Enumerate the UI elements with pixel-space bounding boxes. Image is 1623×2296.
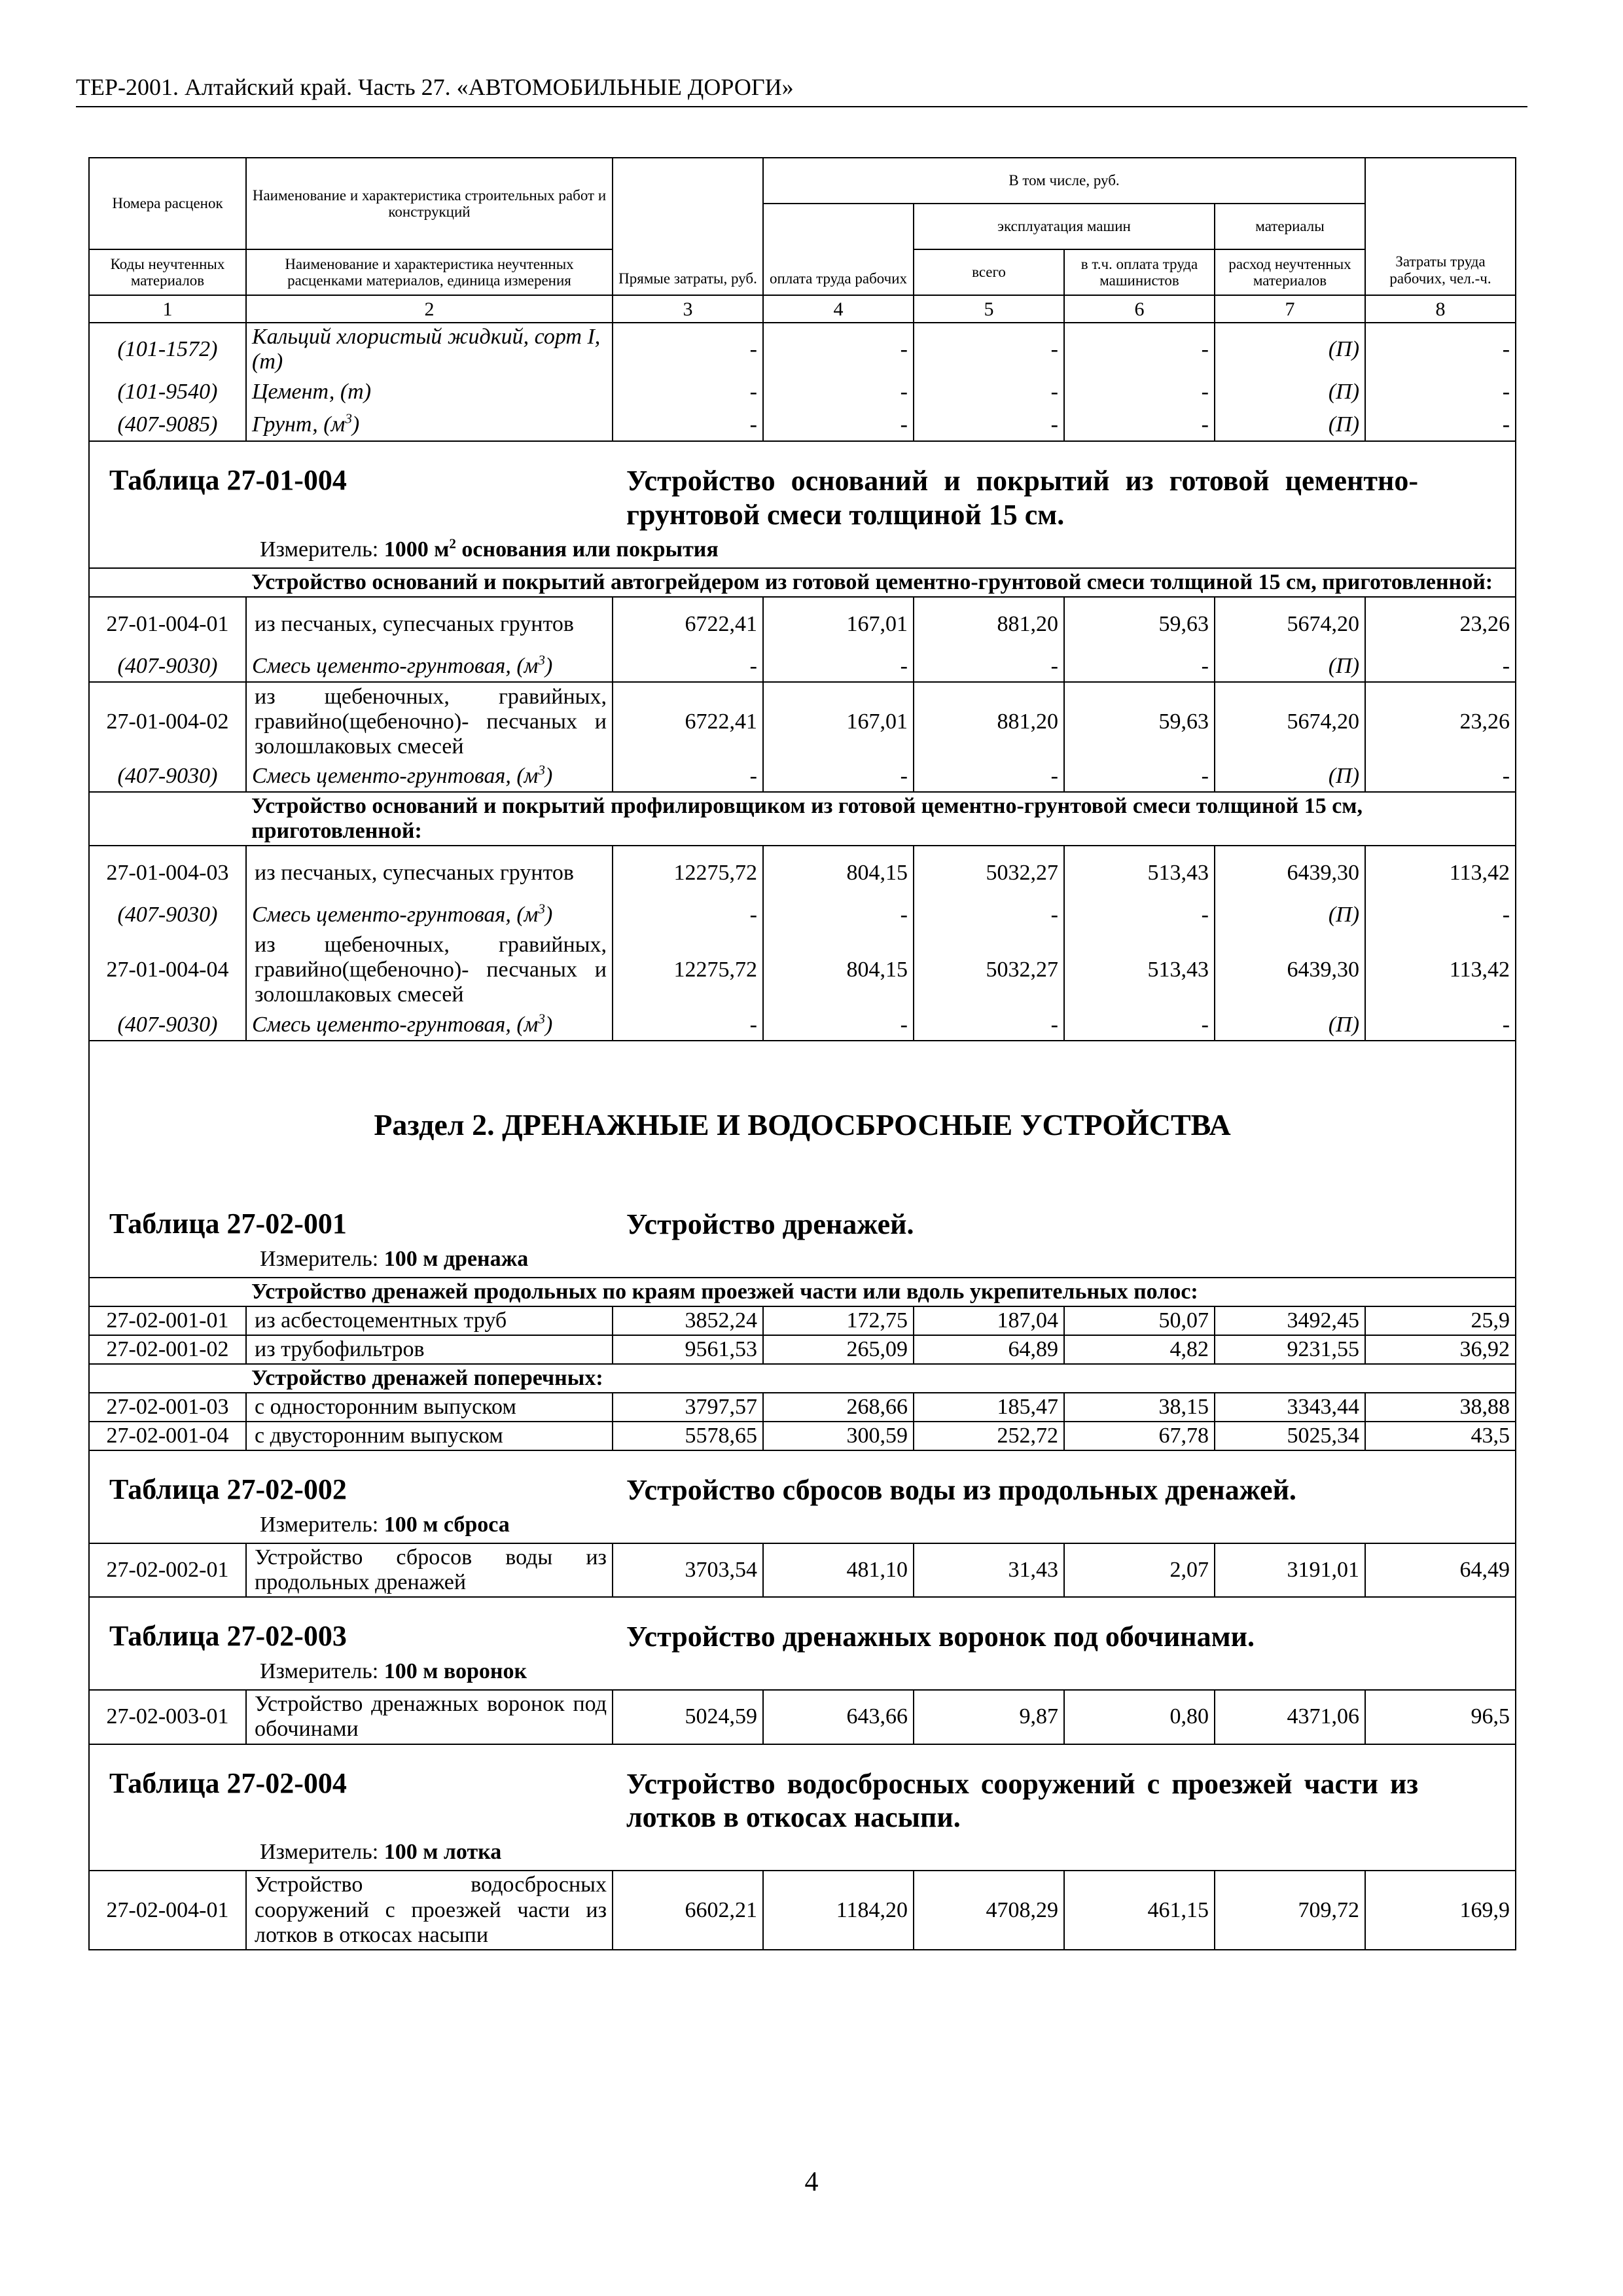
header-rate-number: Номера расценок bbox=[89, 158, 246, 249]
cell-worker-pay: - bbox=[763, 761, 914, 792]
rate-code: 27-02-003-01 bbox=[89, 1690, 246, 1744]
cell-machines-total: - bbox=[914, 1009, 1064, 1041]
cell-labor-costs: 96,5 bbox=[1365, 1690, 1516, 1744]
cell-machines-total: - bbox=[914, 651, 1064, 682]
material-code: (101-1572) bbox=[89, 323, 246, 376]
cell-machines-total: - bbox=[914, 899, 1064, 931]
cell-direct-costs: 12275,72 bbox=[613, 846, 763, 899]
table-title-row bbox=[89, 441, 1516, 568]
table-title-block bbox=[89, 1450, 1516, 1543]
subheading: Устройство оснований и покрытий автогрейдером из готовой цементно-грунтовой смеси толщиной 15 см, приготовленной: bbox=[246, 568, 1516, 597]
cell-labor-costs: 38,88 bbox=[1365, 1393, 1516, 1422]
rate-row bbox=[89, 1306, 1516, 1335]
subheading: Устройство дренажей продольных по краям проезжей части или вдоль укрепительных полос: bbox=[246, 1278, 1516, 1306]
cell-direct-costs: - bbox=[613, 1009, 763, 1041]
table-number: Таблица 27-02-001 bbox=[109, 1207, 347, 1240]
cell-labor-costs: - bbox=[1365, 761, 1516, 792]
cell-material-usage: (П) bbox=[1215, 376, 1365, 408]
subheading: Устройство оснований и покрытий профилировщиком из готовой цементно-грунтовой смеси толщиной 15 см, приготовленной: bbox=[246, 792, 1516, 846]
table-title-block bbox=[89, 1597, 1516, 1690]
cell-materials: 709,72 bbox=[1215, 1871, 1365, 1949]
column-number: 5 bbox=[914, 295, 1064, 323]
column-number: 3 bbox=[613, 295, 763, 323]
cell-machines-total: 31,43 bbox=[914, 1543, 1064, 1597]
cell-machinist-pay: 59,63 bbox=[1064, 597, 1215, 651]
table-title-row bbox=[89, 1597, 1516, 1690]
cell-direct-costs: 5578,65 bbox=[613, 1422, 763, 1450]
rate-description: из трубофильтров bbox=[246, 1335, 613, 1364]
cell-materials: 5674,20 bbox=[1215, 682, 1365, 761]
table-number: Таблица 27-02-002 bbox=[109, 1473, 347, 1506]
rate-code: 27-01-004-02 bbox=[89, 682, 246, 761]
rate-code: 27-01-004-01 bbox=[89, 597, 246, 651]
cell-machines-total: 5032,27 bbox=[914, 931, 1064, 1009]
cell-worker-pay: - bbox=[763, 376, 914, 408]
cell-machines-total: 881,20 bbox=[914, 682, 1064, 761]
material-code: (407-9085) bbox=[89, 408, 246, 441]
cell-labor-costs: - bbox=[1365, 376, 1516, 408]
column-numbers-row bbox=[89, 295, 1516, 323]
rate-row bbox=[89, 1422, 1516, 1450]
column-number: 7 bbox=[1215, 295, 1365, 323]
header-materials: материалы bbox=[1215, 204, 1365, 249]
table-number: Таблица 27-01-004 bbox=[109, 464, 347, 497]
cell-material-usage: (П) bbox=[1215, 761, 1365, 792]
cell-direct-costs: 6722,41 bbox=[613, 597, 763, 651]
cell-direct-costs: - bbox=[613, 651, 763, 682]
section-row bbox=[89, 1041, 1516, 1278]
running-header: ТЕР-2001. Алтайский край. Часть 27. «АВТОМОБИЛЬНЫЕ ДОРОГИ» bbox=[76, 74, 794, 100]
rate-description: из асбестоцементных труб bbox=[246, 1306, 613, 1335]
rate-description: Устройство дренажных воронок под обочинами bbox=[246, 1690, 613, 1744]
header-work-name: Наименование и характеристика строительных работ и конструкций bbox=[246, 158, 613, 249]
table-number: Таблица 27-02-003 bbox=[109, 1620, 347, 1653]
cell-direct-costs: 3852,24 bbox=[613, 1306, 763, 1335]
header-including: В том числе, руб. bbox=[763, 158, 1365, 204]
cell-labor-costs: - bbox=[1365, 651, 1516, 682]
material-row bbox=[89, 899, 1516, 931]
cell-materials: 3191,01 bbox=[1215, 1543, 1365, 1597]
rate-row bbox=[89, 931, 1516, 1009]
measure-unit: Измеритель: 100 м сброса bbox=[260, 1513, 510, 1537]
material-row bbox=[89, 323, 1516, 376]
cell-worker-pay: 643,66 bbox=[763, 1690, 914, 1744]
cell-worker-pay: - bbox=[763, 408, 914, 441]
cell-worker-pay: 167,01 bbox=[763, 682, 914, 761]
cell-direct-costs: - bbox=[613, 408, 763, 441]
header-rule bbox=[76, 106, 1527, 107]
page-number: 4 bbox=[804, 2167, 819, 2197]
table-title: Устройство сбросов воды из продольных дренажей. bbox=[626, 1474, 1296, 1507]
measure-unit: Измеритель: 1000 $м^2$ основания или покрытия bbox=[260, 535, 719, 562]
cell-worker-pay: 804,15 bbox=[763, 846, 914, 899]
cell-worker-pay: 1184,20 bbox=[763, 1871, 914, 1949]
cell-materials: 6439,30 bbox=[1215, 846, 1365, 899]
rate-description: Устройство сбросов воды из продольных дренажей bbox=[246, 1543, 613, 1597]
column-number: 6 bbox=[1064, 295, 1215, 323]
cell-labor-costs: - bbox=[1365, 1009, 1516, 1041]
cell-worker-pay: 481,10 bbox=[763, 1543, 914, 1597]
section-block bbox=[89, 1041, 1516, 1278]
material-code: (407-9030) bbox=[89, 899, 246, 931]
cell-direct-costs: 3703,54 bbox=[613, 1543, 763, 1597]
cell-direct-costs: - bbox=[613, 899, 763, 931]
material-name: Грунт, $(м^3)$ bbox=[246, 408, 613, 441]
material-row bbox=[89, 651, 1516, 682]
cell-machinist-pay: 38,15 bbox=[1064, 1393, 1215, 1422]
material-code: (407-9030) bbox=[89, 651, 246, 682]
table-title-block bbox=[89, 1744, 1516, 1871]
rate-code: 27-02-001-04 bbox=[89, 1422, 246, 1450]
measure-unit: Измеритель: 100 м лотка bbox=[260, 1840, 502, 1865]
rate-code: 27-01-004-04 bbox=[89, 931, 246, 1009]
cell-machinist-pay: 461,15 bbox=[1064, 1871, 1215, 1949]
cell-labor-costs: - bbox=[1365, 899, 1516, 931]
subheading-spacer bbox=[89, 792, 246, 846]
cell-worker-pay: 268,66 bbox=[763, 1393, 914, 1422]
table-title: Устройство водосбросных сооружений с проезжей части из лотков в откосах насыпи. bbox=[626, 1767, 1418, 1834]
cell-machines-total: 4708,29 bbox=[914, 1871, 1064, 1949]
material-name: Смесь цементо-грунтовая, $(м^3)$ bbox=[246, 899, 613, 931]
cell-machines-total: 185,47 bbox=[914, 1393, 1064, 1422]
cell-worker-pay: 172,75 bbox=[763, 1306, 914, 1335]
material-code: (407-9030) bbox=[89, 761, 246, 792]
cell-machines-total: 9,87 bbox=[914, 1690, 1064, 1744]
subheading-spacer bbox=[89, 1278, 246, 1306]
table-title: Устройство оснований и покрытий из готовой цементно-грунтовой смеси толщиной 15 см. bbox=[626, 465, 1418, 531]
rate-code: 27-02-001-02 bbox=[89, 1335, 246, 1364]
cell-machines-total: - bbox=[914, 408, 1064, 441]
table-title: Устройство дренажных воронок под обочинами. bbox=[626, 1621, 1255, 1653]
table-header bbox=[89, 158, 1516, 323]
subheading-spacer bbox=[89, 568, 246, 597]
cell-machinist-pay: - bbox=[1064, 651, 1215, 682]
cell-worker-pay: 265,09 bbox=[763, 1335, 914, 1364]
cell-material-usage: (П) bbox=[1215, 323, 1365, 376]
header-material-names: Наименование и характеристика неучтенных расценками материалов, единица измерения bbox=[246, 249, 613, 295]
cell-machinist-pay: - bbox=[1064, 1009, 1215, 1041]
cell-direct-costs: - bbox=[613, 761, 763, 792]
material-name: Цемент, (т) bbox=[246, 376, 613, 408]
cell-machines-total: 881,20 bbox=[914, 597, 1064, 651]
rate-code: 27-01-004-03 bbox=[89, 846, 246, 899]
material-code: (407-9030) bbox=[89, 1009, 246, 1041]
subheading-row bbox=[89, 568, 1516, 597]
cell-worker-pay: - bbox=[763, 1009, 914, 1041]
cell-machinist-pay: 67,78 bbox=[1064, 1422, 1215, 1450]
cell-labor-costs: - bbox=[1365, 408, 1516, 441]
cell-labor-costs: 64,49 bbox=[1365, 1543, 1516, 1597]
rate-code: 27-02-001-01 bbox=[89, 1306, 246, 1335]
rate-code: 27-02-001-03 bbox=[89, 1393, 246, 1422]
rate-row bbox=[89, 1335, 1516, 1364]
header-machines-total: всего bbox=[914, 249, 1064, 295]
cell-machines-total: - bbox=[914, 323, 1064, 376]
table-title-row bbox=[89, 1744, 1516, 1871]
cell-machinist-pay: 513,43 bbox=[1064, 846, 1215, 899]
cell-labor-costs: - bbox=[1365, 323, 1516, 376]
cell-machinist-pay: 4,82 bbox=[1064, 1335, 1215, 1364]
cell-worker-pay: 300,59 bbox=[763, 1422, 914, 1450]
material-row bbox=[89, 408, 1516, 441]
cell-direct-costs: 5024,59 bbox=[613, 1690, 763, 1744]
rate-code: 27-02-002-01 bbox=[89, 1543, 246, 1597]
rate-row bbox=[89, 682, 1516, 761]
cell-direct-costs: 12275,72 bbox=[613, 931, 763, 1009]
rate-row bbox=[89, 846, 1516, 899]
cell-direct-costs: - bbox=[613, 376, 763, 408]
rate-row bbox=[89, 1690, 1516, 1744]
cell-materials: 9231,55 bbox=[1215, 1335, 1365, 1364]
rate-description: из песчаных, супесчаных грунтов bbox=[246, 846, 613, 899]
cell-machinist-pay: 0,80 bbox=[1064, 1690, 1215, 1744]
cell-machines-total: 5032,27 bbox=[914, 846, 1064, 899]
table-number: Таблица 27-02-004 bbox=[109, 1767, 347, 1799]
subheading-spacer bbox=[89, 1364, 246, 1393]
subheading-row bbox=[89, 1278, 1516, 1306]
rate-description: с односторонним выпуском bbox=[246, 1393, 613, 1422]
header-worker-pay: оплата труда рабочих bbox=[763, 204, 914, 295]
rate-row bbox=[89, 1393, 1516, 1422]
table-title-row bbox=[89, 1450, 1516, 1543]
cell-machines-total: 64,89 bbox=[914, 1335, 1064, 1364]
cell-material-usage: (П) bbox=[1215, 651, 1365, 682]
material-name: Смесь цементо-грунтовая, $(м^3)$ bbox=[246, 651, 613, 682]
rate-code: 27-02-004-01 bbox=[89, 1871, 246, 1949]
cell-material-usage: (П) bbox=[1215, 408, 1365, 441]
cell-machinist-pay: 50,07 bbox=[1064, 1306, 1215, 1335]
column-number: 4 bbox=[763, 295, 914, 323]
cell-worker-pay: 167,01 bbox=[763, 597, 914, 651]
cell-material-usage: (П) bbox=[1215, 1009, 1365, 1041]
cell-direct-costs: 6602,21 bbox=[613, 1871, 763, 1949]
cell-labor-costs: 43,5 bbox=[1365, 1422, 1516, 1450]
table-title: Устройство дренажей. bbox=[626, 1208, 914, 1240]
material-name: Смесь цементо-грунтовая, $(м^3)$ bbox=[246, 1009, 613, 1041]
column-number: 2 bbox=[246, 295, 613, 323]
cell-labor-costs: 23,26 bbox=[1365, 597, 1516, 651]
cell-machinist-pay: 2,07 bbox=[1064, 1543, 1215, 1597]
cell-material-usage: (П) bbox=[1215, 899, 1365, 931]
material-row bbox=[89, 1009, 1516, 1041]
cell-materials: 6439,30 bbox=[1215, 931, 1365, 1009]
subheading-row bbox=[89, 1364, 1516, 1393]
cell-materials: 4371,06 bbox=[1215, 1690, 1365, 1744]
rate-description: Устройство водосбросных сооружений с проезжей части из лотков в откосах насыпи bbox=[246, 1871, 613, 1949]
cell-direct-costs: 9561,53 bbox=[613, 1335, 763, 1364]
rate-description: с двусторонним выпуском bbox=[246, 1422, 613, 1450]
rates-table bbox=[88, 157, 1516, 1950]
rate-row bbox=[89, 1871, 1516, 1949]
cell-direct-costs: 6722,41 bbox=[613, 682, 763, 761]
cell-direct-costs: - bbox=[613, 323, 763, 376]
rate-description: из песчаных, супесчаных грунтов bbox=[246, 597, 613, 651]
header-material-usage: расход неучтенных материалов bbox=[1215, 249, 1365, 295]
cell-materials: 3343,44 bbox=[1215, 1393, 1365, 1422]
cell-labor-costs: 169,9 bbox=[1365, 1871, 1516, 1949]
rate-row bbox=[89, 597, 1516, 651]
header-machine-operation: эксплуатация машин bbox=[914, 204, 1215, 249]
cell-machines-total: 252,72 bbox=[914, 1422, 1064, 1450]
subheading-row bbox=[89, 792, 1516, 846]
cell-worker-pay: 804,15 bbox=[763, 931, 914, 1009]
column-number: 1 bbox=[89, 295, 246, 323]
cell-worker-pay: - bbox=[763, 899, 914, 931]
cell-machinist-pay: - bbox=[1064, 408, 1215, 441]
cell-machinist-pay: - bbox=[1064, 376, 1215, 408]
cell-worker-pay: - bbox=[763, 651, 914, 682]
cell-labor-costs: 36,92 bbox=[1365, 1335, 1516, 1364]
header-direct-costs: Прямые затраты, руб. bbox=[613, 158, 763, 295]
material-name: Смесь цементо-грунтовая, $(м^3)$ bbox=[246, 761, 613, 792]
cell-machinist-pay: - bbox=[1064, 899, 1215, 931]
column-number: 8 bbox=[1365, 295, 1516, 323]
subheading: Устройство дренажей поперечных: bbox=[246, 1364, 1516, 1393]
cell-materials: 5674,20 bbox=[1215, 597, 1365, 651]
cell-labor-costs: 113,42 bbox=[1365, 846, 1516, 899]
cell-machinist-pay: 513,43 bbox=[1064, 931, 1215, 1009]
material-row bbox=[89, 376, 1516, 408]
measure-unit: Измеритель: 100 м воронок bbox=[260, 1659, 527, 1684]
cell-machinist-pay: - bbox=[1064, 323, 1215, 376]
rate-row bbox=[89, 1543, 1516, 1597]
cell-machines-total: - bbox=[914, 376, 1064, 408]
material-row bbox=[89, 761, 1516, 792]
cell-machines-total: 187,04 bbox=[914, 1306, 1064, 1335]
section-title: Раздел 2. ДРЕНАЖНЫЕ И ВОДОСБРОСНЫЕ УСТРОЙСТВА bbox=[374, 1108, 1231, 1142]
cell-machinist-pay: - bbox=[1064, 761, 1215, 792]
table-title-block bbox=[89, 441, 1516, 568]
rate-description: из щебеночных, гравийных, гравийно(щебеночно)- песчаных и золошлаковых смесей bbox=[246, 682, 613, 761]
material-code: (101-9540) bbox=[89, 376, 246, 408]
material-name: Кальций хлористый жидкий, сорт I, (т) bbox=[246, 323, 613, 376]
rate-description: из щебеночных, гравийных, гравийно(щебеночно)- песчаных и золошлаковых смесей bbox=[246, 931, 613, 1009]
cell-materials: 3492,45 bbox=[1215, 1306, 1365, 1335]
header-material-codes: Коды неучтенных материалов bbox=[89, 249, 246, 295]
cell-materials: 5025,34 bbox=[1215, 1422, 1365, 1450]
cell-labor-costs: 113,42 bbox=[1365, 931, 1516, 1009]
measure-unit: Измеритель: 100 м дренажа bbox=[260, 1246, 529, 1271]
cell-worker-pay: - bbox=[763, 323, 914, 376]
cell-labor-costs: 23,26 bbox=[1365, 682, 1516, 761]
cell-machines-total: - bbox=[914, 761, 1064, 792]
header-labor-costs: Затраты труда рабочих, чел.-ч. bbox=[1365, 158, 1516, 295]
cell-machinist-pay: 59,63 bbox=[1064, 682, 1215, 761]
cell-labor-costs: 25,9 bbox=[1365, 1306, 1516, 1335]
header-machinist-pay: в т.ч. оплата труда машинистов bbox=[1064, 249, 1215, 295]
cell-direct-costs: 3797,57 bbox=[613, 1393, 763, 1422]
